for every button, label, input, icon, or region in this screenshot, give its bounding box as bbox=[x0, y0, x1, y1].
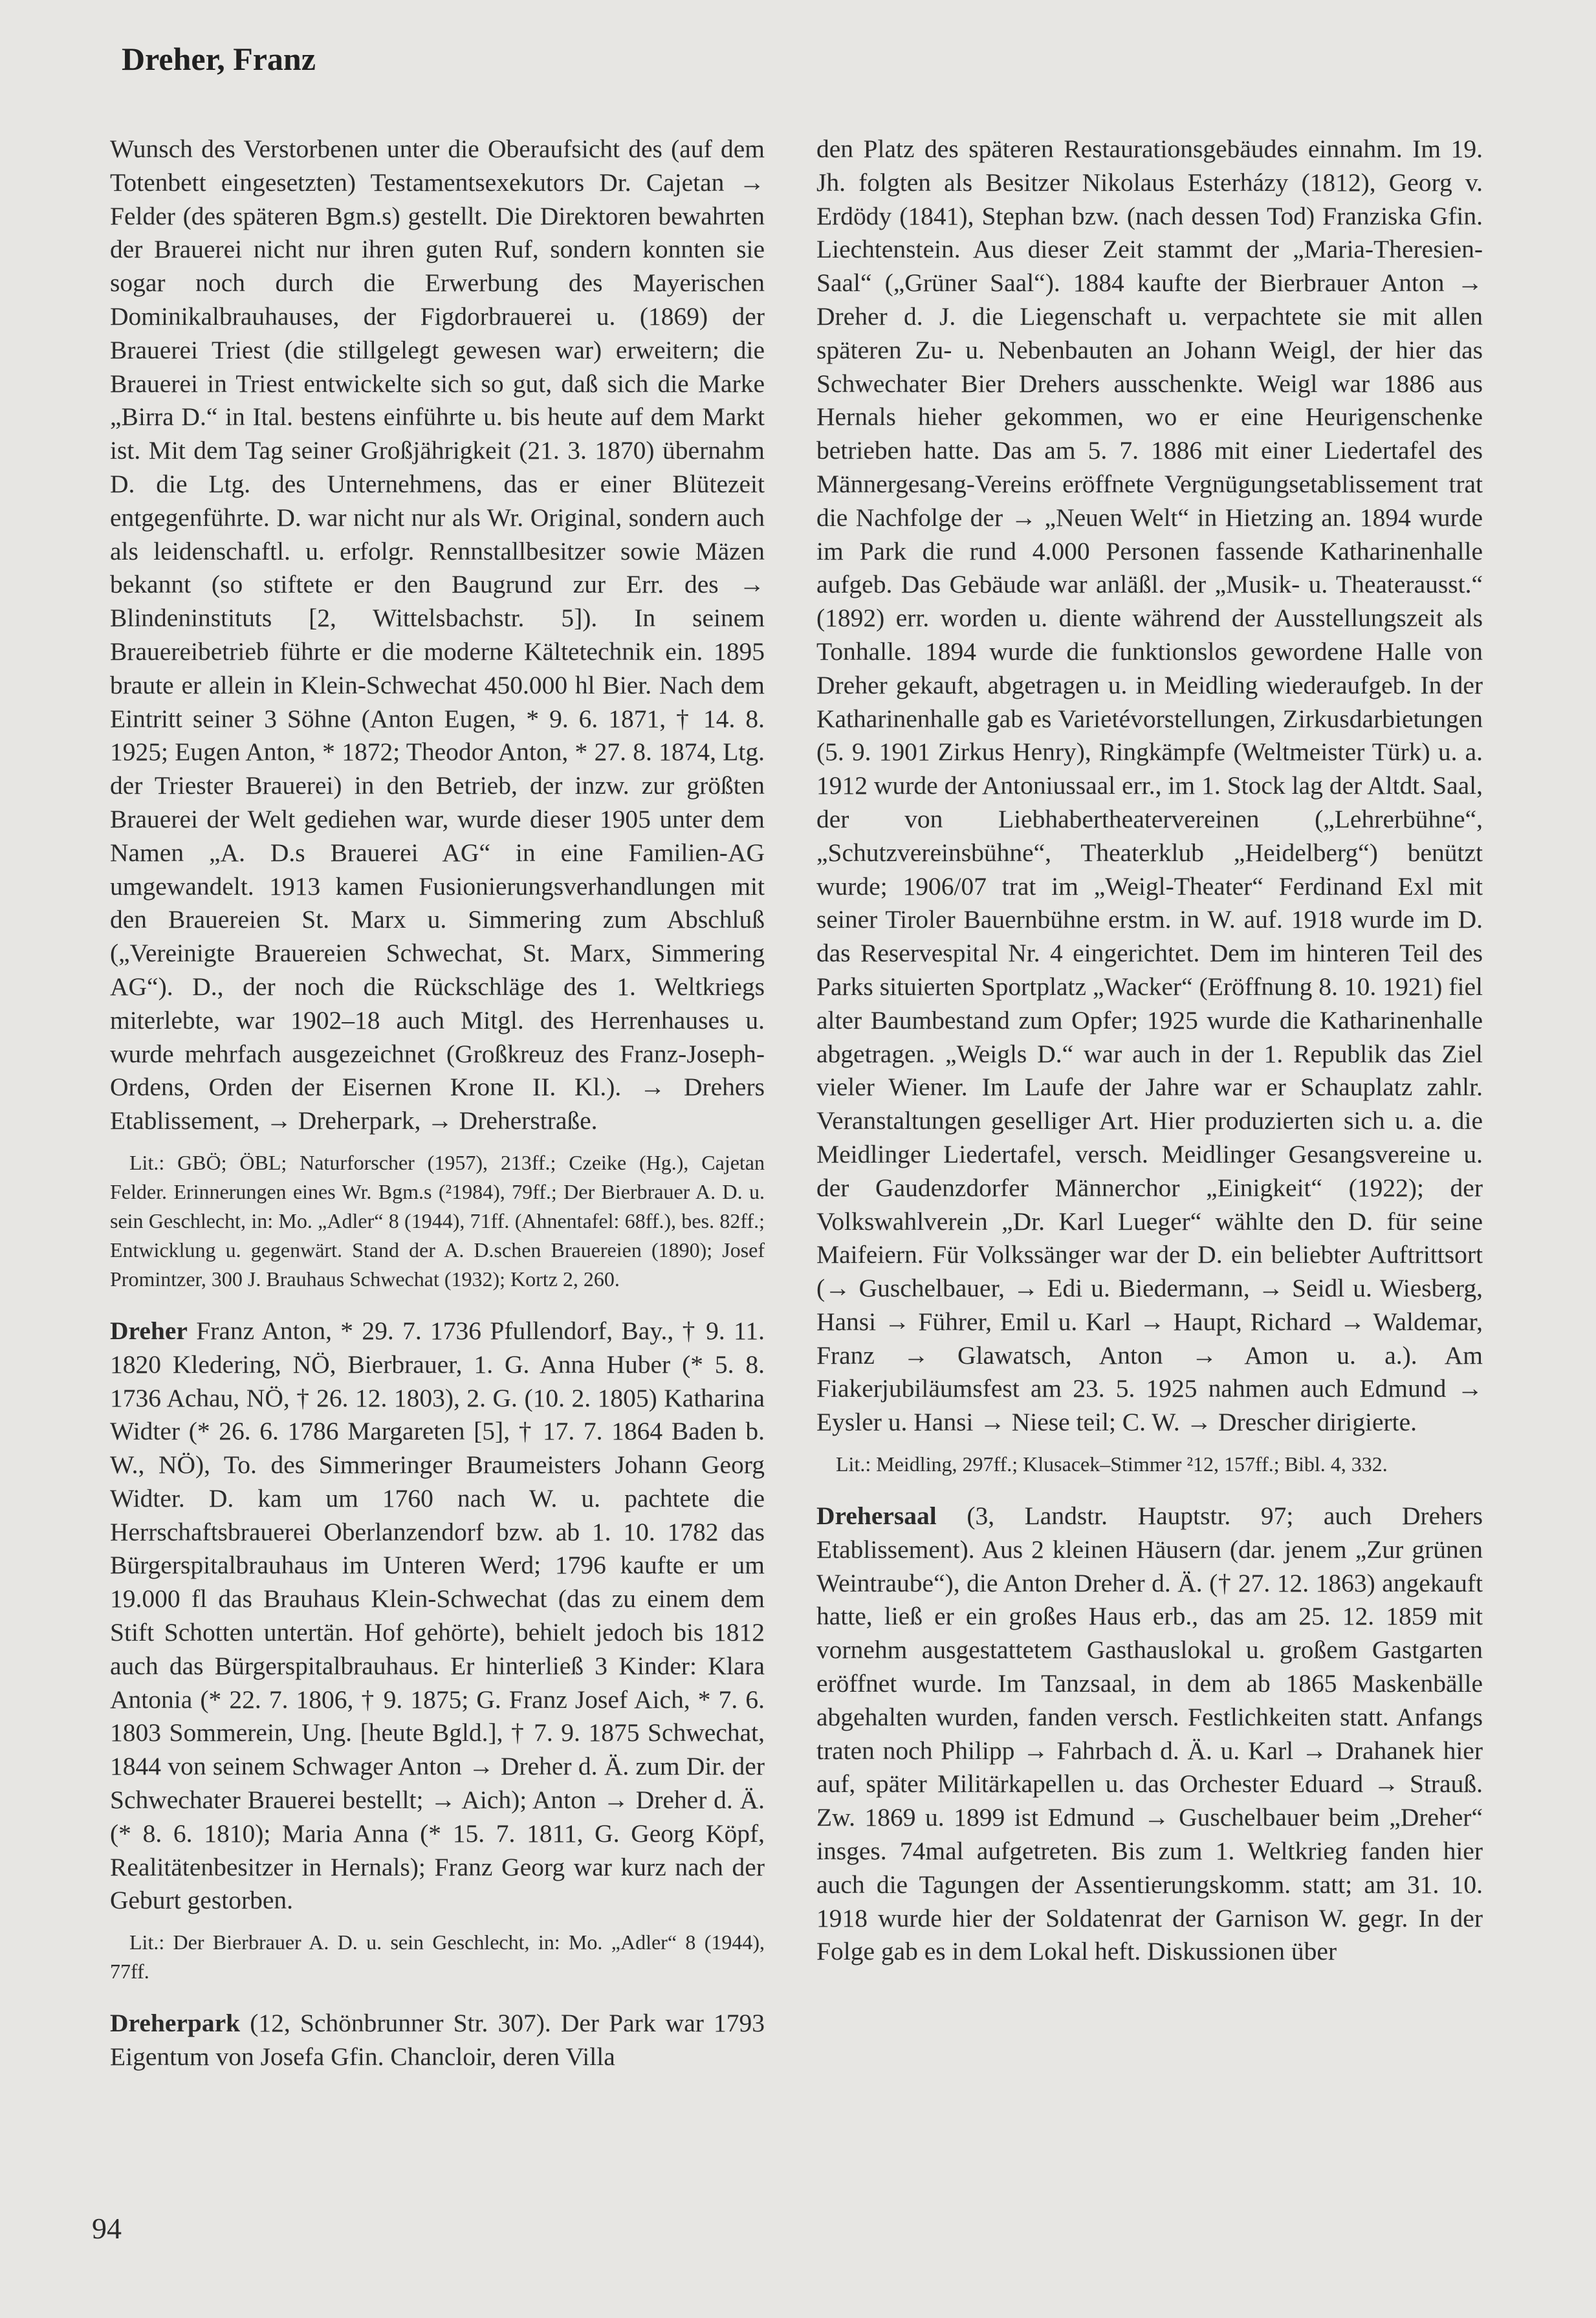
page-number: 94 bbox=[92, 2212, 122, 2245]
entry-dreher-franz-anton bbox=[110, 1315, 765, 1918]
entry-dreher-franz-literature: Lit.: GBÖ; ÖBL; Naturforscher (1957), 213ff.; Czeike (Hg.), Cajetan Felder. Erinnerungen eines Wr. Bgm.s (²1984), 79ff.; Der Bierbrauer A. D. u. sein Geschlecht, in: Mo. „Adler“ 8 (1944), 71ff. (Ahnentafel: 68ff.), bes. 82ff.; Entwicklung u. gegenwärt. Stand der A. D.schen Brauereien (1890); Josef Promintzer, 300 J. Brauhaus Schwechat (1932); Kortz 2, 260. bbox=[110, 1150, 765, 1291]
entry-text: (12, Schönbrunner Str. 307). Der Park war 1793 Eigentum von Josefa Gfin. Chancloir, deren Villa bbox=[110, 2009, 765, 2072]
entry-text: (3, Landstr. Hauptstr. 97; auch Drehers Etablissement). Aus 2 kleinen Häusern (dar. jenem „Zur grünen Weintraube“), die Anton Dreher d. Ä. († 27. 12. 1863) angekauft hatte, ließ er ein großes Haus erb., das am 25. 12. 1859 mit vornehm ausgestattetem Gasthauslokal u. großem Gastgarten eröffnet wurde. Im Tanzsaal, in dem ab 1865 Maskenbälle abgehalten wurden, fanden versch. Festlichkeiten statt. Anfangs traten noch Philipp → Fahrbach d. Ä. u. Karl → Drahanek hier auf, später Militärkapellen u. das Orchester Eduard → Strauß. Zw. 1869 u. 1899 ist Edmund → Guschelbauer beim „Dreher“ insges. 74mal aufgetreten. Bis zum 1. Weltkrieg fanden hier auch die Tagungen der Assentierungskomm. statt; am 31. 10. 1918 wurde hier der Soldatenrat der Garnison W. gegr. In der Folge gab es in dem Lokal heft. Diskussionen über bbox=[816, 1502, 1483, 1966]
entry-dreherpark-continued: den Platz des späteren Restaurationsgebäudes einnahm. Im 19. Jh. folgten als Besitzer Nikolaus Esterházy (1812), Georg v. Erdödy (1841), Stephan bzw. (nach dessen Tod) Franziska Gfin. Liechtenstein. Aus dieser Zeit stammt der „Maria-Theresien-Saal“ („Grüner Saal“). 1884 kaufte der Bierbrauer Anton → Dreher d. J. die Liegenschaft u. verpachtete sie mit allen späteren Zu- u. Nebenbauten an Johann Weigl, der hier das Schwechater Bier Drehers ausschenkte. Weigl war 1886 aus Hernals hieher gekommen, wo er eine Heurigenschenke betrieben hatte. Das am 5. 7. 1886 mit einer Liedertafel des Männergesang-Vereins eröffnete Vergnügungsetablissement trat die Nachfolge der → „Neuen Welt“ in Hietzing an. 1894 wurde im Park die rund 4.000 Personen fassende Katharinenhalle aufgeb. Das Gebäude war anläßl. der „Musik- u. Theaterausst.“ (1892) err. worden u. diente während der Ausstellungszeit als Tonhalle. 1894 wurde die funktionslos gewordene Halle von Dreher gekauft, abgetragen u. in Meidling wiederaufgeb. In der Katharinenhalle gab es Varietévorstellungen, Zirkusdarbietungen (5. 9. 1901 Zirkus Henry), Ringkämpfe (Weltmeister Türk) u. a. 1912 wurde der Antoniussaal err., im 1. Stock lag der Altdt. Saal, der von Liebhabertheatervereinen („Lehrerbühne“, „Schutzvereinsbühne“, Theaterklub „Heidelberg“) benützt wurde; 1906/07 trat im „Weigl-Theater“ Ferdinand Exl mit seiner Tiroler Bauernbühne erstm. in W. auf. 1918 wurde im D. das Reservespital Nr. 4 eingerichtet. Dem im hinteren Teil des Parks situierten Sportplatz „Wacker“ (Eröffnung 8. 10. 1921) fiel alter Baumbestand zum Opfer; 1925 wurde die Katharinenhalle abgetragen. „Weigls D.“ war auch in der 1. Republik das Ziel vieler Wiener. Im Laufe der Jahre war er Schauplatz zahlr. Veranstaltungen geselliger Art. Hier produzierten sich u. a. die Meidlinger Liedertafel, versch. Meidlinger Gesangsvereine u. der Gaudenzdorfer Männerchor „Einigkeit“ (1922); der Volkswahlverein „Dr. Karl Lueger“ wählte den D. für seine Maifeiern. Für Volkssänger war der D. ein beliebter Auftrittsort (→ Guschelbauer, → Edi u. Biedermann, → Seidl u. Wiesberg, Hansi → Führer, Emil u. Karl → Haupt, Richard → Waldemar, Franz → Glawatsch, Anton → Amon u. a.). Am Fiakerjubiläumsfest am 23. 5. 1925 nahmen auch Edmund → Eysler u. Hansi → Niese teil; C. W. → Drescher dirigierte. bbox=[816, 135, 1483, 1437]
entry-dreherpark bbox=[110, 2007, 765, 2074]
page-header: Dreher, Franz bbox=[122, 41, 316, 77]
entry-text: Franz Anton, * 29. 7. 1736 Pfullendorf, Bay., † 9. 11. 1820 Kledering, NÖ, Bierbrauer, 1. G. Anna Huber (* 5. 8. 1736 Achau, NÖ, † 26. 12. 1803), 2. G. (10. 2. 1805) Katharina Widter (* 26. 6. 1786 Margareten [5], † 17. 7. 1864 Baden b. W., NÖ), To. des Simmeringer Braumeisters Johann Georg Widter. D. kam um 1760 nach W. u. pachtete die Herrschaftsbrauerei Oberlanzendorf bzw. ab 1. 10. 1782 das Bürgerspitalbrauhaus im Unteren Werd; 1796 kaufte er um 19.000 fl das Brauhaus Klein-Schwechat (das zu einem dem Stift Schotten untertän. Hof gehörte), behielt jedoch bis 1812 auch das Bürgerspitalbrauhaus. Er hinterließ 3 Kinder: Klara Antonia (* 22. 7. 1806, † 9. 1875; G. Franz Josef Aich, * 7. 6. 1803 Sommerein, Ung. [heute Bgld.], † 7. 9. 1875 Schwechat, 1844 von seinem Schwager Anton → Dreher d. Ä. zum Dir. der Schwechater Brauerei bestellt; → Aich); Anton → Dreher d. Ä. (* 8. 6. 1810); Maria Anna (* 15. 7. 1811, G. Georg Köpf, Realitätenbesitzer in Hernals); Franz Georg war kurz nach der Geburt gestorben. bbox=[110, 1316, 765, 1915]
entry-franz-anton-literature: Lit.: Der Bierbrauer A. D. u. sein Geschlecht, in: Mo. „Adler“ 8 (1944), 77ff. bbox=[110, 1930, 765, 1984]
left-column bbox=[110, 133, 765, 2074]
entry-dreherpark-literature: Lit.: Meidling, 297ff.; Klusacek–Stimmer ²12, 157ff.; Bibl. 4, 332. bbox=[836, 1452, 1388, 1476]
entry-drehersaal bbox=[816, 1500, 1483, 1969]
headword-drehersaal: Drehersaal bbox=[816, 1502, 937, 1531]
headword-dreherpark: Dreherpark bbox=[110, 2009, 241, 2038]
headword-dreher: Dreher bbox=[110, 1316, 188, 1345]
entry-dreher-franz-body: Wunsch des Verstorbenen unter die Oberaufsicht des (auf dem Totenbett eingesetzten) Testamentsexekutors Dr. Cajetan → Felder (des späteren Bgm.s) gestellt. Die Direktoren bewahrten der Brauerei nicht nur ihren guten Ruf, sondern konnten sie sogar noch durch die Erwerbung des Mayerischen Dominikalbrauhauses, der Figdorbrauerei u. (1869) der Brauerei Triest (die stillgelegt gewesen war) erweitern; die Brauerei in Triest entwickelte sich so gut, daß sich die Marke „Birra D.“ in Ital. bestens einführte u. bis heute auf dem Markt ist. Mit dem Tag seiner Großjährigkeit (21. 3. 1870) übernahm D. die Ltg. des Unternehmens, das er einer Blütezeit entgegenführte. D. war nicht nur als Wr. Original, sondern auch als leidenschaftl. u. erfolgr. Rennstallbesitzer sowie Mäzen bekannt (so stiftete er den Baugrund zur Err. des → Blindeninstituts [2, Wittelsbachstr. 5]). In seinem Brauereibetrieb führte er die moderne Kältetechnik ein. 1895 braute er allein in Klein-Schwechat 450.000 hl Bier. Nach dem Eintritt seiner 3 Söhne (Anton Eugen, * 9. 6. 1871, † 14. 8. 1925; Eugen Anton, * 1872; Theodor Anton, * 27. 8. 1874, Ltg. der Triester Brauerei) in den Betrieb, der inzw. zur größten Brauerei der Welt gediehen war, wurde dieser 1905 unter dem Namen „A. D.s Brauerei AG“ in eine Familien-AG umgewandelt. 1913 kamen Fusionierungsverhandlungen mit den Brauereien St. Marx u. Simmering zum Abschluß („Vereinigte Brauereien Schwechat, St. Marx, Simmering AG“). D., der noch die Rückschläge des 1. Weltkriegs miterlebte, war 1902–18 auch Mitgl. des Herrenhauses u. wurde mehrfach ausgezeichnet (Großkreuz des Franz-Joseph-Ordens, Orden der Eisernen Krone II. Kl.). → Drehers Etablissement, → Dreherpark, → Dreherstraße. bbox=[110, 135, 765, 1135]
right-column bbox=[816, 133, 1483, 1969]
